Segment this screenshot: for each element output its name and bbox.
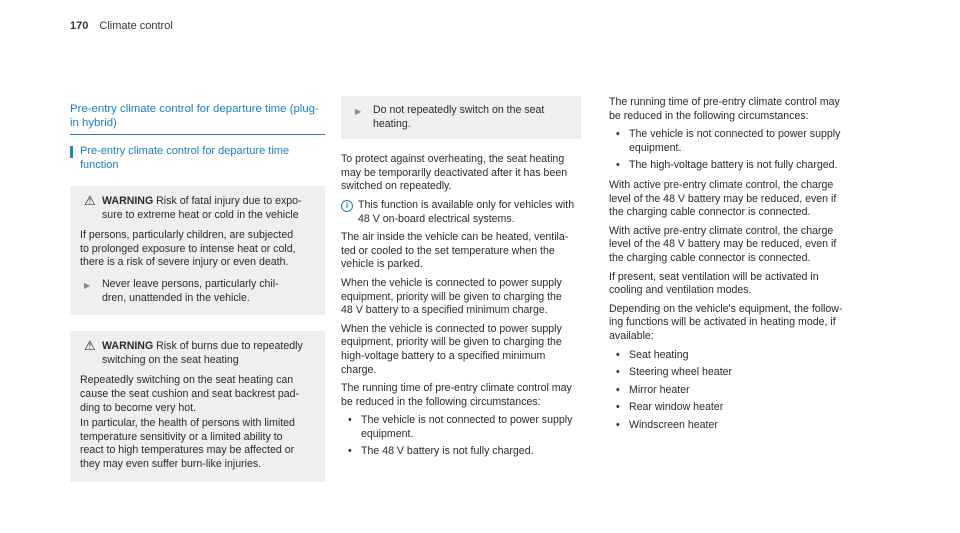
paragraph [341, 277, 581, 318]
text-line: ding to become very hot. [80, 401, 197, 414]
paragraph [609, 96, 869, 123]
paragraph [341, 231, 581, 272]
subsection-title-line: Pre-entry climate control for departure time [80, 145, 290, 157]
list-item: • Rear window heater [609, 401, 869, 415]
text-line: To protect against overheating, the seat heating [341, 153, 565, 166]
text-line: react to high temperatures may be affected or [80, 444, 295, 457]
column-2 [341, 96, 581, 465]
warning-text: switching on the seat heating [102, 353, 239, 366]
warning-box-fatal-injury [70, 186, 325, 315]
arrow-right-icon: ▶ [355, 107, 362, 116]
text-line: equipment. [361, 427, 414, 440]
section-title-line: in hybrid) [70, 117, 117, 129]
text-line: they may even suffer burn-like injuries. [80, 457, 262, 470]
warning-triangle-icon: ⚠ [84, 338, 96, 354]
text-line: Never leave persons, particularly chil- [102, 277, 279, 290]
text-line: high-voltage battery to a specified minimum [341, 349, 546, 362]
list-item: • Windscreen heater [609, 419, 869, 433]
text-line: The 48 V battery is not fully charged. [361, 445, 534, 458]
text-line: The high-voltage battery is not fully charged. [629, 159, 838, 172]
text-line: may be temporarily deactivated after it has been [341, 166, 568, 179]
text-line: The vehicle is not connected to power supply [361, 414, 573, 427]
paragraph [341, 382, 581, 409]
warning-instruction [351, 104, 571, 131]
column-3 [609, 96, 869, 438]
bullet-list [341, 414, 581, 459]
warning-text: Risk of burns due to repeatedly [156, 340, 303, 353]
text-line: equipment, priority will be given to charging the [341, 336, 562, 349]
text-line: The running time of pre-entry climate control may [341, 382, 572, 395]
text-line: the charging cable connector is connected. [609, 251, 811, 264]
text-line: 48 V on-board electrical systems. [358, 212, 515, 225]
warning-text: sure to extreme heat or cold in the vehicle [102, 208, 299, 221]
text-line: ing functions will be activated in heating mode, if [609, 316, 836, 329]
text-line: The running time of pre-entry climate control may [609, 96, 840, 108]
warning-heading [80, 195, 315, 222]
text-line: available: [609, 329, 654, 342]
text-line: With active pre-entry climate control, the charge [609, 224, 834, 237]
paragraph [341, 153, 581, 194]
subsection-marker [70, 146, 73, 158]
text-line: level of the 48 V battery may be reduced, even if [609, 192, 837, 205]
text-line: charge. [341, 363, 377, 376]
text-line: equipment. [629, 141, 682, 154]
info-note [341, 199, 581, 226]
arrow-right-icon: ▶ [84, 280, 91, 290]
paragraph [609, 271, 869, 298]
text-line: When the vehicle is connected to power supply [341, 276, 562, 289]
warning-instruction [80, 278, 315, 305]
warning-label: WARNING [102, 340, 154, 353]
warning-heading [80, 340, 315, 367]
column-1 [70, 102, 325, 482]
subsection-title [70, 145, 325, 172]
page-header [70, 20, 173, 32]
text-line: When the vehicle is connected to power supply [341, 322, 562, 335]
list-item: • Steering wheel heater [609, 366, 869, 380]
text-line: switched on repeatedly. [341, 180, 452, 193]
text-line: the charging cable connector is connected. [609, 206, 811, 219]
warning-triangle-icon: ⚠ [84, 193, 96, 208]
text-line: In particular, the health of persons with limited [80, 417, 295, 430]
text-line: This function is available only for vehicles with [358, 198, 575, 211]
paragraph [609, 179, 869, 220]
text-line: dren, unattended in the vehicle. [102, 291, 250, 304]
warning-label: WARNING [102, 195, 154, 207]
paragraph [609, 303, 869, 344]
list-item [341, 414, 581, 441]
text-line: be reduced in the following circumstances: [609, 109, 809, 122]
list-item [609, 128, 869, 155]
text-line: level of the 48 V battery may be reduced, even if [609, 238, 837, 251]
list-item [341, 445, 581, 459]
text-line: ted or cooled to the set temperature when the [341, 244, 555, 257]
page-number: 170 [70, 20, 89, 32]
text-line: Repeatedly switching on the seat heating can [80, 374, 294, 387]
bullet-list [609, 349, 869, 433]
text-line: equipment, priority will be given to charging the [341, 290, 562, 303]
text-line: to prolonged exposure to intense heat or cold, [80, 242, 296, 255]
text-line: With active pre-entry climate control, the charge [609, 178, 834, 191]
text-line: If present, seat ventilation will be activated in [609, 270, 819, 283]
text-line: The air inside the vehicle can be heated, ventila- [341, 231, 569, 244]
text-line: there is a risk of severe injury or even death. [80, 256, 289, 269]
text-line: Depending on the vehicle's equipment, the follow- [609, 302, 843, 315]
text-line: If persons, particularly children, are subjected [80, 229, 294, 242]
warning-text: Risk of fatal injury due to expo- [156, 195, 302, 207]
warning-body [80, 417, 315, 471]
paragraph [609, 225, 869, 266]
bullet-list [609, 128, 869, 173]
text-line: cause the seat cushion and seat backrest pad- [80, 387, 300, 400]
info-icon: i [341, 200, 353, 212]
section-title-line: Pre-entry climate control for departure time (plug- [70, 103, 319, 115]
text-line: temperature sensitivity or a limited ability to [80, 430, 283, 443]
warning-box-burns [70, 331, 325, 481]
chapter-title: Climate control [99, 20, 173, 32]
section-title [70, 102, 325, 130]
text-line: vehicle is parked. [341, 258, 423, 271]
list-item: • Seat heating [609, 349, 869, 363]
subsection-title-line: function [80, 158, 119, 171]
text-line: The vehicle is not connected to power supply [629, 128, 841, 141]
paragraph [341, 323, 581, 377]
text-line: heating. [373, 117, 411, 130]
text-line: Do not repeatedly switch on the seat [373, 104, 545, 116]
warning-body [80, 374, 315, 415]
list-item [609, 159, 869, 173]
section-divider [70, 134, 325, 135]
text-line: cooling and ventilation modes. [609, 284, 752, 297]
warning-body [80, 229, 315, 270]
text-line: be reduced in the following circumstances: [341, 395, 541, 408]
warning-box-burns-continued [341, 96, 581, 139]
list-item: • Mirror heater [609, 384, 869, 398]
text-line: 48 V battery to a specified minimum charge. [341, 304, 548, 317]
